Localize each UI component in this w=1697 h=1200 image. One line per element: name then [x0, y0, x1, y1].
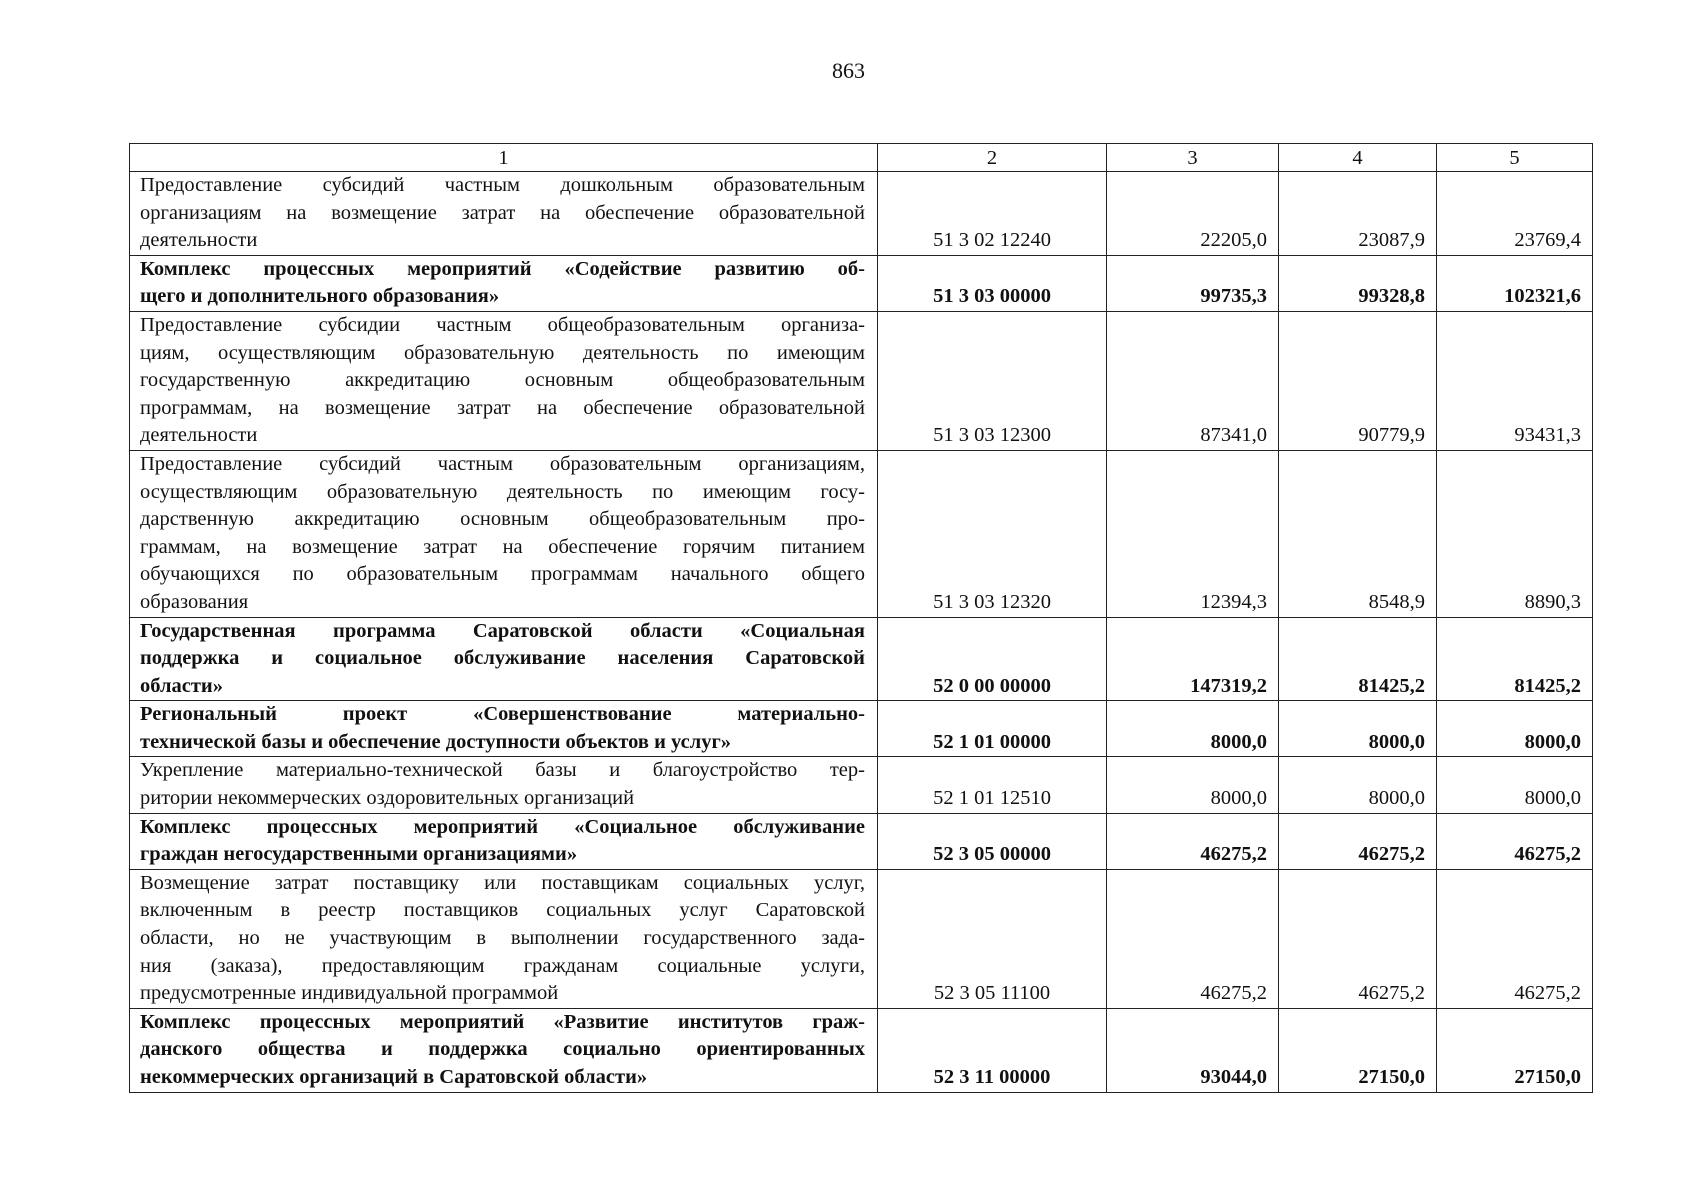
table-header-row [130, 144, 1593, 172]
row-name-line: Комплекс процессных мероприятий «Социальное обслуживание [140, 815, 865, 838]
table-row [130, 172, 1593, 256]
row-name-cell [130, 311, 878, 450]
row-name-line: осуществляющим образовательную деятельность по имеющим госу- [140, 480, 865, 503]
value-col5-cell: 93431,3 [1437, 311, 1593, 450]
value-col4-cell: 8548,9 [1279, 450, 1437, 617]
row-name-cell [130, 617, 878, 701]
table-row [130, 617, 1593, 701]
row-name-line: деятельности [140, 424, 258, 447]
value-col4-cell: 90779,9 [1279, 311, 1437, 450]
row-name-line: деятельности [140, 229, 258, 252]
table-row [130, 757, 1593, 813]
row-name-line: данского общества и поддержка социально ориентированных [140, 1038, 865, 1061]
value-col5-cell: 8000,0 [1437, 757, 1593, 813]
table-row [130, 255, 1593, 311]
row-name-cell [130, 450, 878, 617]
value-col3-cell: 147319,2 [1107, 617, 1279, 701]
value-col5-cell: 46275,2 [1437, 869, 1593, 1008]
value-col3-cell: 87341,0 [1107, 311, 1279, 450]
row-name-cell [130, 869, 878, 1008]
budget-code-cell: 52 3 05 11100 [878, 869, 1107, 1008]
column-header: 5 [1437, 144, 1593, 172]
value-col4-cell: 46275,2 [1279, 869, 1437, 1008]
row-name-line: граждан негосударственными организациями» [140, 843, 578, 866]
value-col3-cell: 8000,0 [1107, 701, 1279, 757]
row-name-line: Предоставление субсидий частным образовательным организациям, [140, 452, 865, 475]
row-name-line: Возмещение затрат поставщику или поставщикам социальных услуг, [140, 871, 865, 894]
budget-code-cell: 52 1 01 00000 [878, 701, 1107, 757]
value-col5-cell: 81425,2 [1437, 617, 1593, 701]
value-col4-cell: 99328,8 [1279, 255, 1437, 311]
budget-table-body [130, 144, 1593, 1093]
row-name-cell [130, 757, 878, 813]
table-row [130, 450, 1593, 617]
table-row [130, 311, 1593, 450]
row-name-line: Укрепление материально-технической базы и благоустройство тер- [140, 759, 865, 782]
value-col4-cell: 46275,2 [1279, 813, 1437, 869]
budget-code-cell: 51 3 02 12240 [878, 172, 1107, 256]
budget-table [129, 143, 1593, 1093]
page-number: 863 [832, 58, 865, 83]
row-name-line: Предоставление субсидий частным дошкольным образовательным [140, 174, 865, 196]
column-header: 1 [130, 144, 878, 172]
table-row [130, 813, 1593, 869]
row-name-line: включенным в реестр поставщиков социальных услуг Саратовской [140, 899, 865, 922]
row-name-line: предусмотренные индивидуальной программой [140, 982, 559, 1005]
value-col3-cell: 46275,2 [1107, 813, 1279, 869]
row-name-line: области» [140, 674, 223, 697]
row-name-line: Комплекс процессных мероприятий «Развитие институтов граж- [140, 1010, 865, 1033]
value-col5-cell: 27150,0 [1437, 1008, 1593, 1092]
row-name-line: щего и дополнительного образования» [140, 285, 500, 308]
budget-code-cell: 51 3 03 00000 [878, 255, 1107, 311]
row-name-line: организациям на возмещение затрат на обеспечение образовательной [140, 201, 865, 224]
row-name-line: технической базы и обеспечение доступности объектов и услуг» [140, 730, 732, 753]
row-name-line: дарственную аккредитацию основным общеобразовательным про- [140, 508, 865, 531]
value-col5-cell: 46275,2 [1437, 813, 1593, 869]
value-col3-cell: 93044,0 [1107, 1008, 1279, 1092]
table-row [130, 869, 1593, 1008]
row-name-line: образования [140, 590, 249, 613]
value-col3-cell: 99735,3 [1107, 255, 1279, 311]
budget-code-cell: 51 3 03 12320 [878, 450, 1107, 617]
row-name-cell [130, 813, 878, 869]
value-col5-cell: 8890,3 [1437, 450, 1593, 617]
table-row [130, 701, 1593, 757]
budget-code-cell: 52 3 11 00000 [878, 1008, 1107, 1092]
column-header: 4 [1279, 144, 1437, 172]
budget-code-cell: 52 0 00 00000 [878, 617, 1107, 701]
value-col4-cell: 8000,0 [1279, 757, 1437, 813]
row-name-line: Предоставление субсидии частным общеобразовательным организа- [140, 313, 865, 336]
row-name-cell [130, 701, 878, 757]
row-name-line: программам, на возмещение затрат на обеспечение образовательной [140, 396, 865, 419]
row-name-line: некоммерческих организаций в Саратовской области» [140, 1066, 648, 1088]
value-col3-cell: 46275,2 [1107, 869, 1279, 1008]
value-col4-cell: 23087,9 [1279, 172, 1437, 256]
value-col3-cell: 8000,0 [1107, 757, 1279, 813]
row-name-line: государственную аккредитацию основным общеобразовательным [140, 369, 865, 392]
column-header: 2 [878, 144, 1107, 172]
value-col4-cell: 27150,0 [1279, 1008, 1437, 1092]
row-name-line: обучающихся по образовательным программам начального общего [140, 563, 865, 586]
row-name-line: Государственная программа Саратовской области «Социальная [140, 619, 865, 642]
row-name-line: поддержка и социальное обслуживание населения Саратовской [140, 647, 865, 670]
row-name-line: Региональный проект «Совершенствование материально- [140, 703, 865, 726]
value-col5-cell: 23769,4 [1437, 172, 1593, 256]
value-col3-cell: 12394,3 [1107, 450, 1279, 617]
row-name-line: граммам, на возмещение затрат на обеспечение горячим питанием [140, 535, 865, 558]
row-name-line: ния (заказа), предоставляющим гражданам социальные услуги, [140, 954, 865, 977]
row-name-line: циям, осуществляющим образовательную деятельность по имеющим [140, 341, 865, 364]
column-header: 3 [1107, 144, 1279, 172]
value-col4-cell: 81425,2 [1279, 617, 1437, 701]
budget-code-cell: 52 1 01 12510 [878, 757, 1107, 813]
table-row [130, 1008, 1593, 1092]
budget-code-cell: 51 3 03 12300 [878, 311, 1107, 450]
value-col4-cell: 8000,0 [1279, 701, 1437, 757]
value-col3-cell: 22205,0 [1107, 172, 1279, 256]
row-name-line: области, но не участвующим в выполнении государственного зада- [140, 927, 865, 950]
row-name-line: ритории некоммерческих оздоровительных организаций [140, 787, 635, 810]
row-name-line: Комплекс процессных мероприятий «Содействие развитию об- [140, 257, 865, 280]
row-name-cell [130, 1008, 878, 1092]
row-name-cell [130, 172, 878, 256]
budget-code-cell: 52 3 05 00000 [878, 813, 1107, 869]
row-name-cell [130, 255, 878, 311]
value-col5-cell: 102321,6 [1437, 255, 1593, 311]
value-col5-cell: 8000,0 [1437, 701, 1593, 757]
